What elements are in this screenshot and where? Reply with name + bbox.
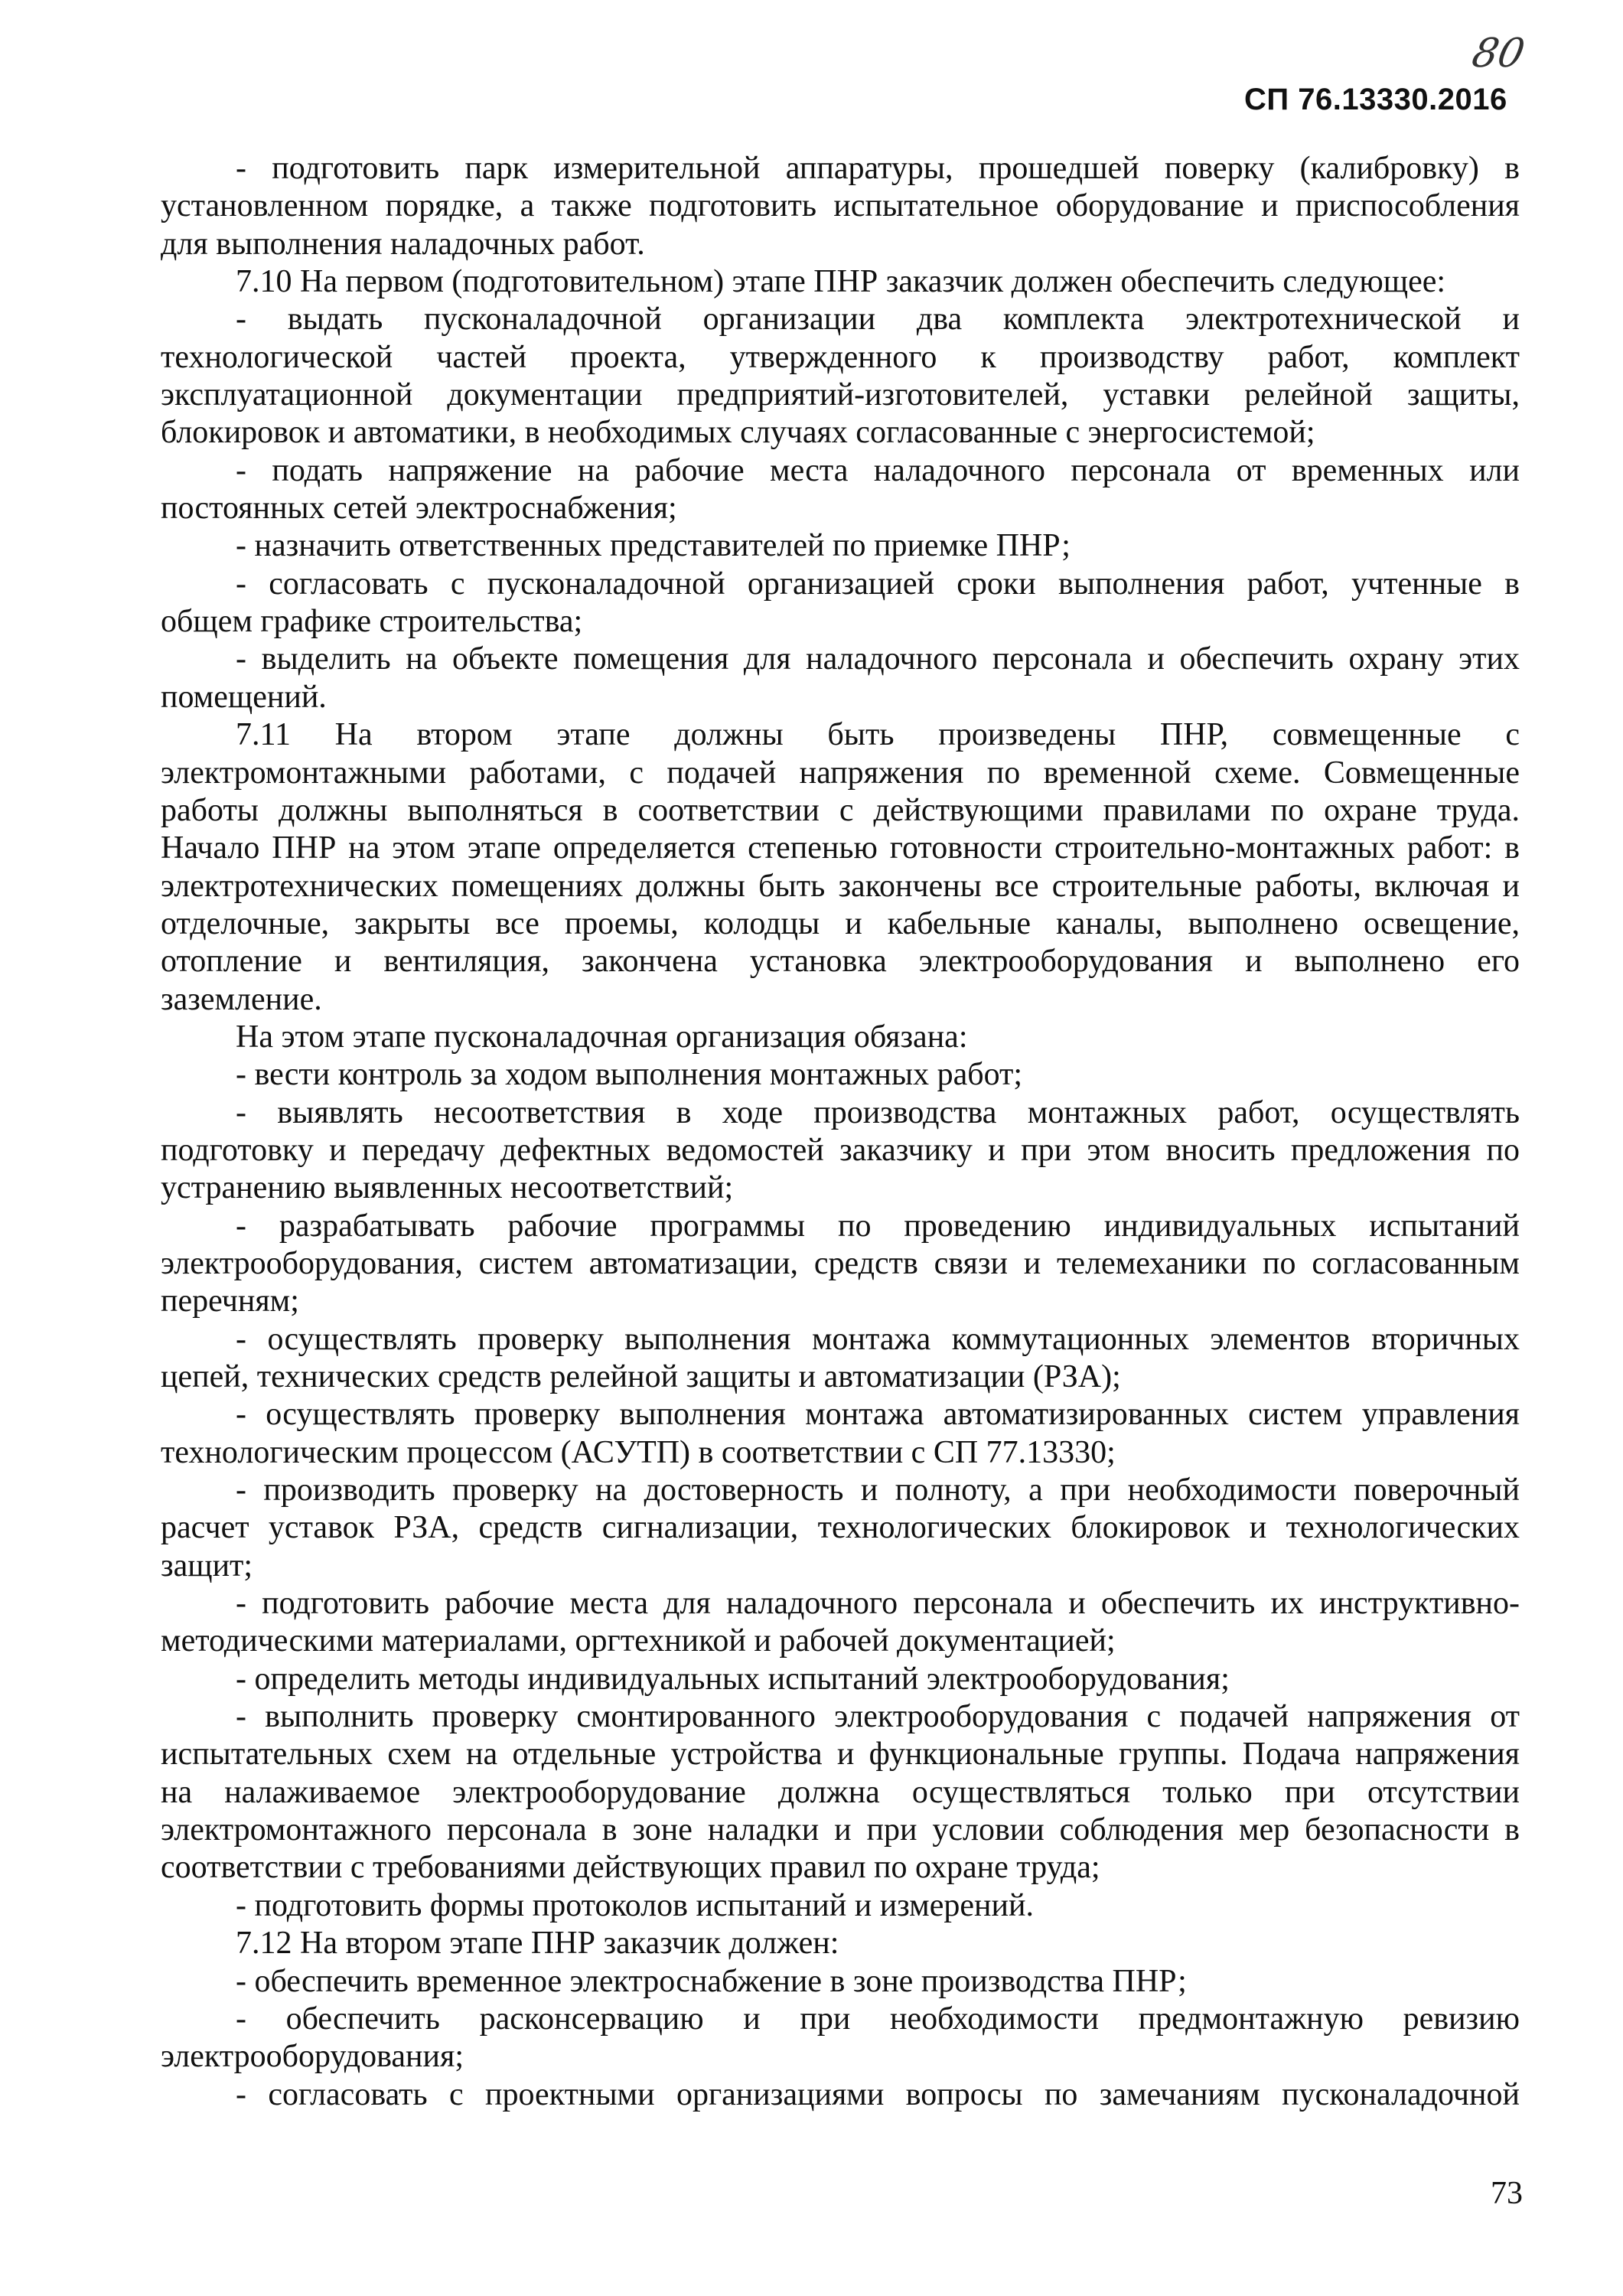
text-line: методическими материалами, оргтехникой и рабочей документацией;: [161, 1623, 1116, 1659]
paragraph: [161, 2001, 1520, 2076]
document-body: [161, 150, 1520, 2114]
paragraph: [161, 716, 1520, 1019]
text-line: 7.11 На втором этапе должны быть произведены ПНР, совмещенные с: [236, 717, 1520, 753]
text-line: - обеспечить расконсервацию и при необходимости предмонтажную ревизию: [236, 2001, 1520, 2037]
text-line: - осуществлять проверку выполнения монтажа автоматизированных систем управления: [236, 1397, 1520, 1433]
text-line: - вести контроль за ходом выполнения монтажных работ;: [236, 1057, 1023, 1093]
paragraph: [161, 1056, 1520, 1094]
text-line: технологическим процессом (АСУТП) в соответствии с СП 77.13330;: [161, 1434, 1116, 1470]
paragraph: [161, 566, 1520, 641]
text-line: устранению выявленных несоответствий;: [161, 1170, 734, 1206]
paragraph: [161, 2076, 1520, 2114]
text-line: для выполнения наладочных работ.: [161, 226, 645, 262]
text-line: отопление и вентиляция, закончена установка электрооборудования и выполнено его: [161, 944, 1520, 980]
text-line: - назначить ответственных представителей по приемке ПНР;: [236, 528, 1071, 564]
paragraph: [161, 1019, 1520, 1056]
paragraph: [161, 527, 1520, 565]
text-line: - выделить на объекте помещения для наладочного персонала и обеспечить охрану этих: [236, 641, 1520, 677]
text-line: заземление.: [161, 981, 322, 1017]
text-line: - согласовать с проектными организациями вопросы по замечаниям пусконаладочной: [236, 2076, 1520, 2112]
paragraph: [161, 1585, 1520, 1661]
text-line: - подать напряжение на рабочие места наладочного персонала от временных или: [236, 452, 1520, 488]
text-line: - определить методы индивидуальных испытаний электрооборудования;: [236, 1661, 1230, 1697]
text-line: расчет уставок РЗА, средств сигнализации, технологических блокировок и технологических: [161, 1510, 1520, 1546]
text-line: - выполнить проверку смонтированного электрооборудования с подачей напряжения от: [236, 1699, 1520, 1735]
paragraph: [161, 1925, 1520, 1962]
document-code-header: СП 76.13330.2016: [1244, 83, 1507, 116]
text-line: работы должны выполняться в соответствии с действующими правилами по охране труда.: [161, 792, 1520, 828]
text-line: помещений.: [161, 679, 327, 715]
paragraph: [161, 301, 1520, 452]
paragraph: [161, 452, 1520, 528]
paragraph: [161, 1472, 1520, 1585]
text-line: блокировок и автоматики, в необходимых случаях согласованные с энергосистемой;: [161, 415, 1315, 451]
paragraph: [161, 1698, 1520, 1887]
text-line: - подготовить формы протоколов испытаний и измерений.: [236, 1887, 1034, 1923]
text-line: - выдать пусконаладочной организации два комплекта электротехнической и: [236, 302, 1520, 338]
paragraph: [161, 1963, 1520, 2001]
paragraph: [161, 1321, 1520, 1397]
paragraph: [161, 263, 1520, 301]
text-line: - подготовить парк измерительной аппаратуры, прошедшей поверку (калибровку) в: [236, 151, 1520, 186]
text-line: электромонтажного персонала в зоне наладки и при условии соблюдения мер безопасности в: [161, 1812, 1520, 1848]
paragraph: [161, 1208, 1520, 1321]
paragraph: [161, 1887, 1520, 1925]
text-line: - осуществлять проверку выполнения монтажа коммутационных элементов вторичных: [236, 1321, 1520, 1357]
paragraph: [161, 1396, 1520, 1472]
text-line: постоянных сетей электроснабжения;: [161, 491, 677, 527]
text-line: - обеспечить временное электроснабжение в зоне производства ПНР;: [236, 1963, 1187, 1999]
page-number: 73: [1491, 2176, 1523, 2211]
text-line: защит;: [161, 1548, 253, 1583]
handwritten-page-mark: 80: [1468, 31, 1529, 77]
text-line: электротехнических помещениях должны быть закончены все строительные работы, включая и: [161, 868, 1520, 904]
text-line: отделочные, закрыты все проемы, колодцы и кабельные каналы, выполнено освещение,: [161, 905, 1520, 941]
text-line: установленном порядке, а также подготовить испытательное оборудование и приспособления: [161, 188, 1520, 224]
text-line: электрооборудования, систем автоматизации, средств связи и телемеханики по согласованным: [161, 1245, 1520, 1281]
text-line: общем графике строительства;: [161, 604, 583, 640]
paragraph: [161, 1094, 1520, 1208]
text-line: - подготовить рабочие места для наладочного персонала и обеспечить их инструктивно-: [236, 1586, 1520, 1622]
text-line: 7.10 На первом (подготовительном) этапе ПНР заказчик должен обеспечить следующее:: [236, 264, 1446, 300]
text-line: электрооборудования;: [161, 2039, 464, 2075]
text-line: - производить проверку на достоверность и полноту, а при необходимости поверочный: [236, 1473, 1520, 1508]
text-line: Начало ПНР на этом этапе определяется степенью готовности строительно-монтажных работ: в: [161, 830, 1520, 866]
paragraph: [161, 1661, 1520, 1698]
text-line: - разрабатывать рабочие программы по проведению индивидуальных испытаний: [236, 1208, 1520, 1244]
text-line: перечням;: [161, 1283, 299, 1319]
text-line: на налаживаемое электрооборудование должна осуществляться только при отсутствии: [161, 1774, 1520, 1810]
text-line: эксплуатационной документации предприятий-изготовителей, уставки релейной защиты,: [161, 377, 1520, 413]
text-line: цепей, технических средств релейной защиты и автоматизации (РЗА);: [161, 1359, 1121, 1394]
text-line: На этом этапе пусконаладочная организация обязана:: [236, 1019, 968, 1055]
text-line: подготовку и передачу дефектных ведомостей заказчику и при этом вносить предложения по: [161, 1132, 1520, 1168]
paragraph: [161, 641, 1520, 716]
paragraph: [161, 150, 1520, 263]
text-line: - согласовать с пусконаладочной организацией сроки выполнения работ, учтенные в: [236, 566, 1520, 602]
text-line: соответствии с требованиями действующих правил по охране труда;: [161, 1850, 1100, 1886]
text-line: электромонтажными работами, с подачей напряжения по временной схеме. Совмещенные: [161, 755, 1520, 791]
text-line: - выявлять несоответствия в ходе производства монтажных работ, осуществлять: [236, 1094, 1520, 1130]
text-line: технологической частей проекта, утвержденного к производству работ, комплект: [161, 339, 1520, 375]
text-line: 7.12 На втором этапе ПНР заказчик должен:: [236, 1926, 839, 1962]
text-line: испытательных схем на отдельные устройства и функциональные группы. Подача напряжения: [161, 1737, 1520, 1773]
